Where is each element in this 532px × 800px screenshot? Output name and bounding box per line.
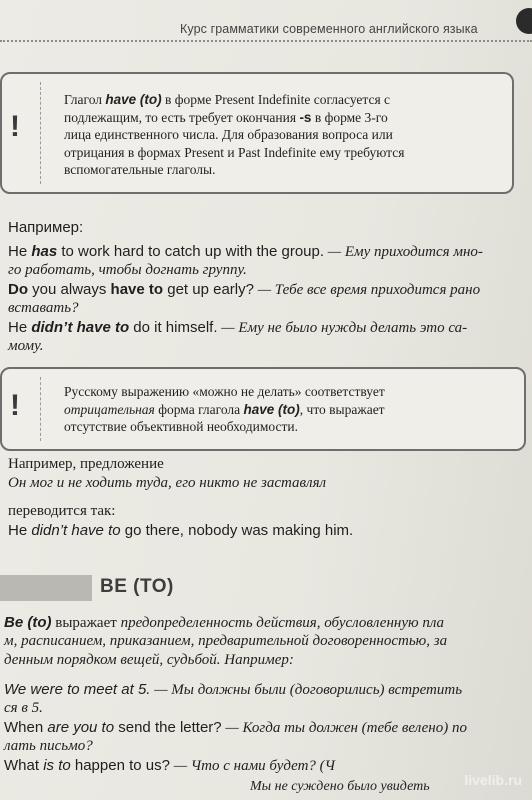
note-line: отсутствие объективной необходимости. [64, 419, 298, 434]
exclamation-icon: ! [10, 110, 20, 143]
emphasis: предопределенность действия, обусловленную пла [120, 615, 445, 631]
example-sentence [8, 243, 483, 261]
heading-bar [0, 575, 92, 601]
emphasis: are you to [47, 719, 115, 736]
note-divider [40, 377, 41, 441]
emphasis: is to [43, 757, 71, 774]
section-paragraph [4, 614, 444, 632]
term: didn’t have to [31, 319, 130, 336]
note-text [64, 91, 484, 179]
text: What [4, 757, 44, 774]
text: do it himself. [129, 319, 218, 336]
translation: го работать, чтобы догнать группу. [8, 262, 247, 278]
text: He [8, 243, 32, 260]
translation: — Ему не было нужды делать это са- [217, 320, 468, 336]
translation: мому. [8, 338, 44, 354]
translation: вставать? [8, 300, 79, 316]
section-heading: BE (TO) [100, 576, 174, 597]
text: send the letter? [114, 719, 222, 736]
translation: — Когда ты должен (тебе велено) по [221, 720, 467, 736]
text: Глагол [64, 92, 106, 107]
text: в форме Present Indefinite согласуется с [161, 92, 391, 107]
text: форма глагола [154, 401, 244, 417]
term: have (to) [105, 92, 162, 107]
example-translation: ся в 5. [4, 700, 43, 716]
section-paragraph: м, расписанием, приказанием, предварительной договоренностью, за [4, 633, 448, 649]
note-line [64, 401, 504, 419]
text: We were to meet at 5. [4, 681, 151, 698]
example-intro: Например: [8, 219, 84, 236]
text: , что выражает [299, 401, 385, 417]
term: Do [8, 281, 28, 298]
note-box-negative-form [0, 367, 526, 451]
example-translation [8, 262, 247, 279]
header-rule [0, 40, 532, 42]
emphasis: didn’t have to [31, 522, 121, 539]
text: happen to us? [70, 757, 170, 774]
note-line: вспомогательные глаголы. [64, 162, 216, 177]
emphasis: отрицательная [64, 401, 155, 417]
note-line: лица единственного числа. Для образования вопроса или [64, 127, 393, 142]
example-sentence [4, 719, 467, 737]
section-paragraph: денным порядком вещей, судьбой. Например: [4, 652, 294, 668]
note-line [64, 91, 484, 109]
note-line: Русскому выражению «можно не делать» соответствует [64, 384, 385, 399]
text: to work hard to catch up with the group. [57, 243, 325, 260]
text: go there, nobody was making him. [120, 522, 354, 539]
note-line: отрицания в формах Present и Past Indefinite ему требуются [64, 144, 405, 160]
example-russian: Он мог и не ходить туда, его никто не заставлял [8, 475, 327, 491]
example-translation [8, 300, 79, 317]
term: have to [110, 281, 164, 298]
text: He [8, 319, 32, 336]
translation: — Ему приходится мно- [324, 244, 483, 260]
running-title: Курс грамматики современного английского языка [180, 22, 478, 36]
page-corner-mark [516, 8, 532, 34]
text: He [8, 522, 32, 539]
text: you always [28, 281, 111, 298]
note-divider [40, 82, 41, 184]
translation: — Что с нами будет? (Ч [169, 758, 335, 774]
text: get up early? [163, 281, 254, 298]
term: Be (to) [4, 614, 52, 631]
term: has [31, 243, 58, 260]
exclamation-icon: ! [10, 389, 20, 422]
example-intro: Например, предложение [8, 456, 164, 472]
example-translation [8, 338, 44, 355]
text: When [4, 719, 48, 736]
translation: — Мы должны были (договорились) встретить [150, 682, 463, 698]
example-sentence [8, 281, 480, 299]
translation: — Тебе все время приходится рано [253, 282, 481, 298]
note-line [64, 109, 484, 127]
term: -s [299, 109, 312, 125]
term: have (to) [243, 401, 300, 417]
note-box-have-to-agreement [0, 72, 514, 194]
text: выражает [51, 615, 121, 631]
example-translation: Мы не суждено было увидеть [250, 779, 430, 794]
text: в форме 3-го [311, 109, 388, 125]
example-sentence [4, 681, 462, 699]
text: подлежащим, то есть требует окончания [64, 109, 300, 125]
note-text [64, 383, 504, 436]
example-english [8, 522, 353, 540]
example-sentence [8, 319, 467, 337]
watermark: livelib.ru [464, 772, 522, 788]
example-sentence [4, 757, 335, 775]
example-translation: лать письмо? [4, 738, 93, 754]
example-intro: переводится так: [8, 503, 116, 519]
